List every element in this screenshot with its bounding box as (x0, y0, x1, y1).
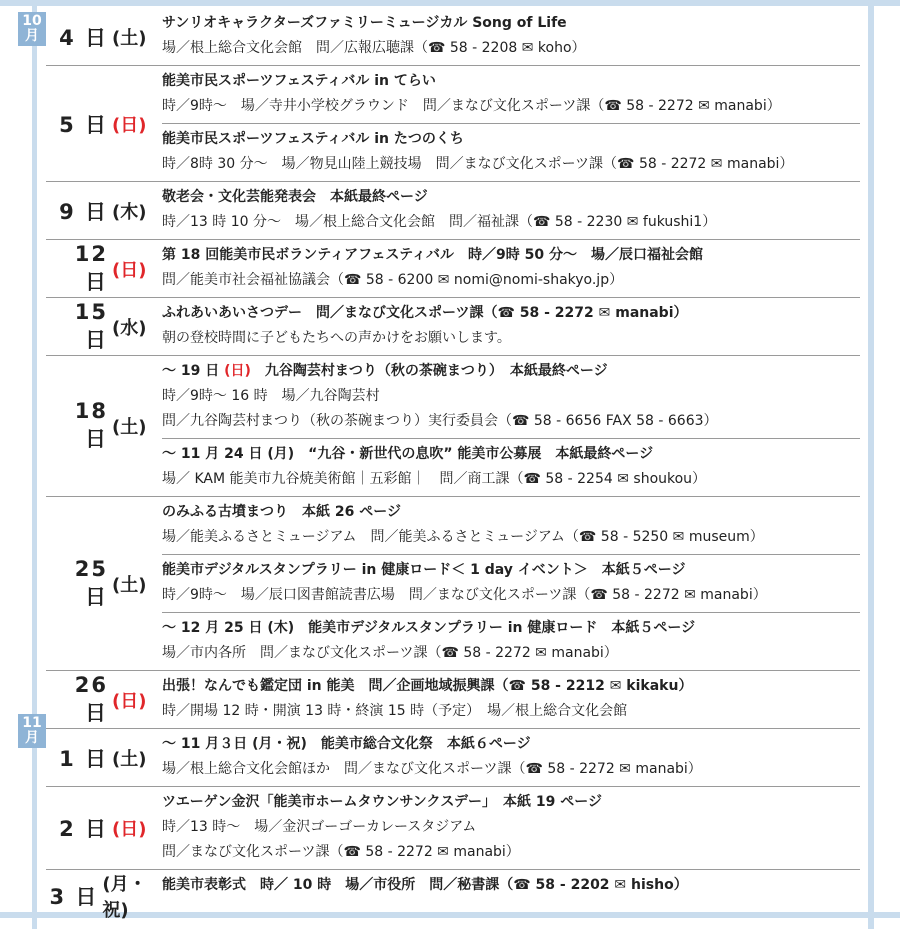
month-label: 10 月 (22, 13, 42, 44)
weekday-label: (土) (112, 417, 147, 438)
day-number: 1 日 (59, 746, 108, 771)
weekday-label: (水) (112, 317, 147, 339)
event-title-prefix: 〜 19 日 (162, 363, 225, 379)
day-number: 3 日 (49, 885, 99, 909)
event-item (162, 497, 860, 554)
event-item (162, 729, 860, 786)
event-title: 能美市表彰式 時／ 10 時 場／市役所 問／秘書課（☎ 58 - 2202 ✉ hisho） (162, 877, 688, 893)
day-number: 9 日 (59, 199, 108, 224)
events-cell (162, 497, 860, 670)
day-number: 5 日 (59, 112, 108, 137)
event-detail: 朝の登校時間に子どもたちへの声かけをお願いします。 (162, 330, 511, 346)
event-title: 〜 12 月 25 日 (木) 能美市デジタルスタンプラリー in 健康ロード 本紙５ページ (162, 620, 696, 636)
schedule-row (46, 870, 860, 922)
event-title: 〜 11 月３日 (月・祝) 能美市総合文化祭 本紙６ページ (162, 736, 531, 752)
schedule-row (46, 729, 860, 787)
events-cell (162, 787, 860, 869)
event-title: 能美市民スポーツフェスティバル in てらい (162, 73, 436, 89)
frame-left-bar (32, 0, 37, 929)
event-detail: 時／9時〜 16 時 場／九谷陶芸村 (162, 388, 380, 404)
frame-right-bar (868, 0, 874, 929)
day-number: 4 日 (59, 25, 108, 50)
events-cell (162, 870, 860, 922)
date-cell (46, 497, 162, 670)
events-cell (162, 8, 860, 65)
weekday-label: (土) (112, 574, 147, 596)
event-detail: 時／9時〜 場／寺井小学校グラウンド 問／まなび文化スポーツ課（☎ 58 - 2272 ✉ manabi） (162, 98, 781, 114)
date-cell (46, 298, 162, 355)
event-detail: 時／開場 12 時・開演 13 時・終演 15 時（予定） 場／根上総合文化会館 (162, 703, 628, 719)
event-detail: 時／13 時〜 場／金沢ゴーゴーカレースタジアム (162, 819, 477, 835)
date-cell (46, 240, 162, 297)
event-title: 出張！なんでも鑑定団 in 能美 問／企画地域振興課（☎ 58 - 2212 ✉ kikaku） (162, 678, 693, 694)
day-number: 12 日 (74, 241, 108, 294)
schedule-row (46, 497, 860, 671)
event-schedule-list (46, 8, 860, 922)
event-item (162, 870, 860, 902)
events-cell (162, 671, 860, 728)
event-item (162, 240, 860, 297)
event-item (162, 787, 860, 869)
event-item (162, 182, 860, 239)
event-title: 〜 11 月 24 日 (月) “九谷・新世代の息吹” 能美市公募展 本紙最終ページ (162, 446, 654, 462)
event-detail: 場／根上総合文化会館ほか 問／まなび文化スポーツ課（☎ 58 - 2272 ✉ manabi） (162, 761, 702, 777)
day-number: 2 日 (59, 817, 108, 841)
weekday-label: (木) (112, 201, 147, 223)
weekday-label: (日) (112, 259, 147, 281)
event-detail: 場／市内各所 問／まなび文化スポーツ課（☎ 58 - 2272 ✉ manabi） (162, 645, 618, 661)
schedule-row (46, 298, 860, 356)
date-cell (46, 729, 162, 786)
event-detail: 時／8時 30 分〜 場／物見山陸上競技場 問／まなび文化スポーツ課（☎ 58 - 2272 ✉ manabi） (162, 156, 794, 172)
date-cell (46, 870, 162, 922)
month-label: 11 月 (22, 715, 42, 746)
month-tab-november (18, 714, 46, 748)
weekday-label: (月・祝) (102, 874, 147, 921)
event-title: サンリオキャラクターズファミリーミュージカル Song of Life (162, 15, 567, 31)
event-title-main: 九谷陶芸村まつり（秋の茶碗まつり） 本紙最終ページ (250, 363, 608, 379)
weekday-label: (日) (112, 690, 147, 712)
day-number: 15 日 (74, 299, 108, 352)
event-detail: 問／九谷陶芸村まつり（秋の茶碗まつり）実行委員会（☎ 58 - 6656 FAX 58 - 6663） (162, 413, 718, 429)
event-item (162, 554, 860, 612)
event-item (162, 298, 860, 355)
event-detail: 場／根上総合文化会館 問／広報広聴課（☎ 58 - 2208 ✉ koho） (162, 40, 586, 56)
date-cell (46, 66, 162, 181)
event-detail: 時／13 時 10 分〜 場／根上総合文化会館 問／福祉課（☎ 58 - 2230 ✉ fukushi1） (162, 214, 717, 230)
month-tab-october (18, 12, 46, 46)
date-cell (46, 8, 162, 65)
day-number: 18 日 (74, 399, 108, 451)
event-title: 敬老会・文化芸能発表会 本紙最終ページ (162, 189, 428, 205)
event-detail: 場／ KAM 能美市九谷焼美術館｜五彩館｜ 問／商工課（☎ 58 - 2254 ✉ shoukou） (162, 471, 707, 487)
events-cell (162, 298, 860, 355)
events-cell (162, 240, 860, 297)
frame-top-bar (0, 0, 900, 6)
event-title: 第 18 回能美市民ボランティアフェスティバル 時／9時 50 分〜 場／辰口福祉会館 (162, 247, 703, 263)
holiday-weekday: (日) (224, 363, 251, 379)
event-item (162, 66, 860, 123)
weekday-label: (日) (112, 819, 147, 840)
weekday-label: (土) (112, 748, 147, 770)
event-item (162, 356, 860, 438)
event-detail: 問／まなび文化スポーツ課（☎ 58 - 2272 ✉ manabi） (162, 844, 520, 860)
event-title (162, 359, 860, 384)
event-detail: 場／能美ふるさとミュージアム 問／能美ふるさとミュージアム（☎ 58 - 5250 ✉ museum） (162, 529, 764, 545)
schedule-row (46, 182, 860, 240)
event-title: ツエーゲン金沢「能美市ホームタウンサンクスデー」 本紙 19 ページ (162, 794, 602, 810)
events-cell (162, 182, 860, 239)
events-cell (162, 356, 860, 496)
date-cell (46, 787, 162, 869)
event-detail: 問／能美市社会福祉協議会（☎ 58 - 6200 ✉ nomi@nomi-shakyo.jp） (162, 272, 624, 288)
event-item (162, 438, 860, 496)
schedule-row (46, 787, 860, 870)
date-cell (46, 356, 162, 496)
date-cell (46, 671, 162, 728)
schedule-row (46, 240, 860, 298)
event-item (162, 612, 860, 670)
date-cell (46, 182, 162, 239)
schedule-row (46, 356, 860, 497)
day-number: 26 日 (74, 672, 108, 725)
weekday-label: (土) (112, 27, 147, 49)
day-number: 25 日 (74, 556, 108, 609)
schedule-row (46, 8, 860, 66)
schedule-row (46, 671, 860, 729)
events-cell (162, 66, 860, 181)
weekday-label: (日) (112, 114, 147, 136)
schedule-row (46, 66, 860, 182)
event-title: ふれあいあいさつデー 問／まなび文化スポーツ課（☎ 58 - 2272 ✉ manabi） (162, 305, 688, 321)
event-title: のみふる古墳まつり 本紙 26 ページ (162, 504, 401, 520)
event-item (162, 123, 860, 181)
event-title: 能美市民スポーツフェスティバル in たつのくち (162, 131, 464, 147)
event-item (162, 671, 860, 728)
event-title: 能美市デジタルスタンプラリー in 健康ロード＜ 1 day イベント＞ 本紙５ページ (162, 562, 686, 578)
event-item (162, 8, 860, 65)
event-detail: 時／9時〜 場／辰口図書館読書広場 問／まなび文化スポーツ課（☎ 58 - 2272 ✉ manabi） (162, 587, 767, 603)
events-cell (162, 729, 860, 786)
